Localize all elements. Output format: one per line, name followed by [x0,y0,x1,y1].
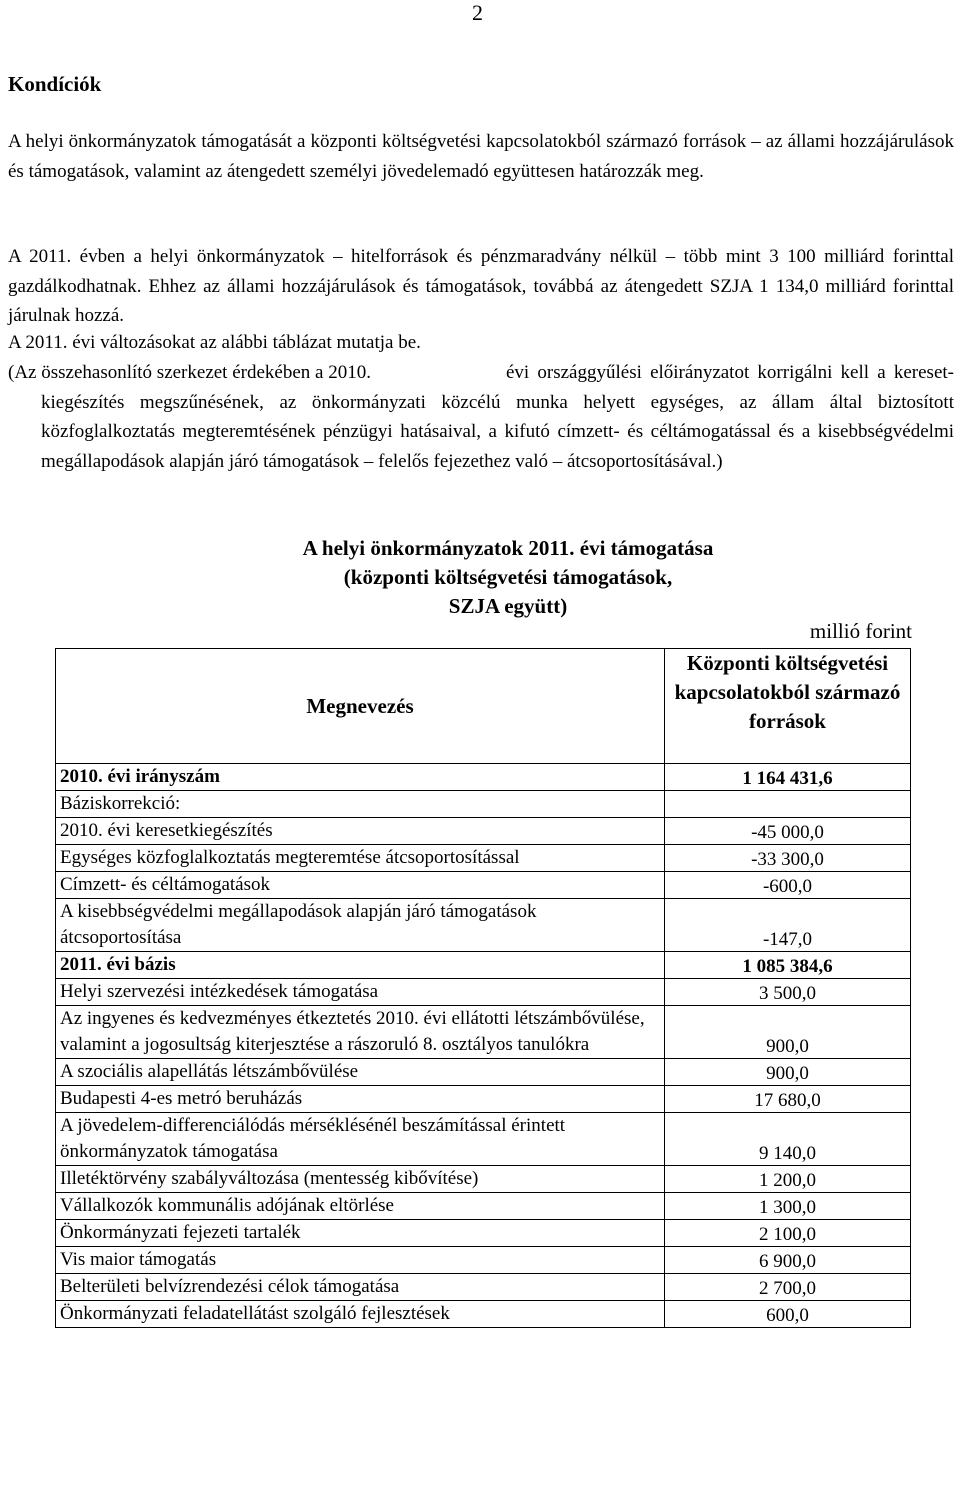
row-label: Báziskorrekció: [56,791,665,818]
table-title-line-3: SZJA együtt) [448,594,568,618]
row-value: 2 100,0 [665,1220,911,1247]
table-row [56,1301,911,1328]
row-label: Vállalkozók kommunális adójának eltörlése [56,1193,665,1220]
row-value: 9 140,0 [665,1113,911,1166]
support-table [55,648,911,1328]
paragraph-2011-funding: A 2011. évben a helyi önkormányzatok – hitelforrások és pénzmaradvány nélkül – több mint 3 100 milliárd forinttal gazdálkodhatnak. Ehhez az állami hozzájárulások és támogatások, továbbá az átengedett SZJA 1 134,0 milliárd forinttal járulnak hozzá. [8,246,954,326]
table-row [56,952,911,979]
row-label: Önkormányzati fejezeti tartalék [56,1220,665,1247]
paragraph-comparison-rest: évi országgyűlési előirányzatot korrigálni kell a kereset-kiegészítés megszűnésének, az önkormányzati közcélú munka helyett egységes, az állam által biztosított közfoglalkoztatás megteremtésének pénzügyi hatásaival, a kifutó címzett- és céltámogatással és a kisebbségvédelmi megállapodások alapján járó támogatások – felelős fejezethez való – átcsoportosításával.) [41,362,954,472]
header-name: Megnevezés [56,649,665,764]
row-label: 2010. évi irányszám [56,764,665,791]
row-value: 3 500,0 [665,979,911,1006]
row-label: A kisebbségvédelmi megállapodások alapján járó támogatások átcsoportosítása [56,899,665,952]
table-row [56,818,911,845]
table-row [56,764,911,791]
paragraph-comparison-start: (Az összehasonlító szerkezet érdekében a 2010. [8,362,371,383]
table-row [56,1166,911,1193]
row-value: 6 900,0 [665,1247,911,1274]
paragraph-changes-line: A 2011. évi változásokat az alábbi táblázat mutatja be. [8,332,421,353]
row-value: 1 300,0 [665,1193,911,1220]
row-value: -45 000,0 [665,818,911,845]
table-title-line-2: (központi költségvetési támogatások, [343,565,673,589]
table-row [56,1193,911,1220]
row-label: 2011. évi bázis [56,952,665,979]
header-value: Központi költségvetési kapcsolatokból származó források [665,649,911,764]
row-value: 900,0 [665,1059,911,1086]
table-row [56,1220,911,1247]
row-label: Belterületi belvízrendezési célok támogatása [56,1274,665,1301]
table-row [56,872,911,899]
row-value: 600,0 [665,1301,911,1328]
table-row [56,899,911,952]
row-label: Címzett- és céltámogatások [56,872,665,899]
row-value: 17 680,0 [665,1086,911,1113]
row-value: -147,0 [665,899,911,952]
row-value: 2 700,0 [665,1274,911,1301]
table-row [56,845,911,872]
row-value: 1 164 431,6 [665,764,911,791]
table-row [56,1086,911,1113]
table-row [56,1059,911,1086]
table-row [56,1006,911,1059]
paragraph-intro: A helyi önkormányzatok támogatását a központi költségvetési kapcsolatokból származó források – az állami hozzájárulások és támogatások, valamint az átengedett személyi jövedelemadó együttesen határozzák meg. [8,131,954,182]
row-label: Egységes közfoglalkoztatás megteremtése átcsoportosítással [56,845,665,872]
row-value: 900,0 [665,1006,911,1059]
row-label: Illetéktörvény szabályváltozása (mentesség kibővítése) [56,1166,665,1193]
table-row [56,1274,911,1301]
row-label: A jövedelem-differenciálódás mérséklésénél beszámítással érintett önkormányzatok támogatása [56,1113,665,1166]
row-value: 1 085 384,6 [665,952,911,979]
table-title-line-1: A helyi önkormányzatok 2011. évi támogatása [302,536,714,560]
row-label: Budapesti 4-es metró beruházás [56,1086,665,1113]
page-number: 2 [472,0,483,25]
row-label: Önkormányzati feladatellátást szolgáló fejlesztések [56,1301,665,1328]
row-label: Helyi szervezési intézkedések támogatása [56,979,665,1006]
row-value: -33 300,0 [665,845,911,872]
row-label: 2010. évi keresetkiegészítés [56,818,665,845]
row-value: 1 200,0 [665,1166,911,1193]
table-title [254,534,762,621]
section-heading: Kondíciók [8,72,102,96]
table-row [56,1113,911,1166]
row-label: Az ingyenes és kedvezményes étkeztetés 2010. évi ellátotti létszámbővülése, valamint a jogosultság kiterjesztése a rászoruló 8. osztályos tanulókra [56,1006,665,1059]
row-value: -600,0 [665,872,911,899]
table-row [56,791,911,818]
row-label: Vis maior támogatás [56,1247,665,1274]
table-row [56,979,911,1006]
row-label: A szociális alapellátás létszámbővülése [56,1059,665,1086]
row-value [665,791,911,818]
table-row [56,1247,911,1274]
unit-label: millió forint [809,619,912,643]
